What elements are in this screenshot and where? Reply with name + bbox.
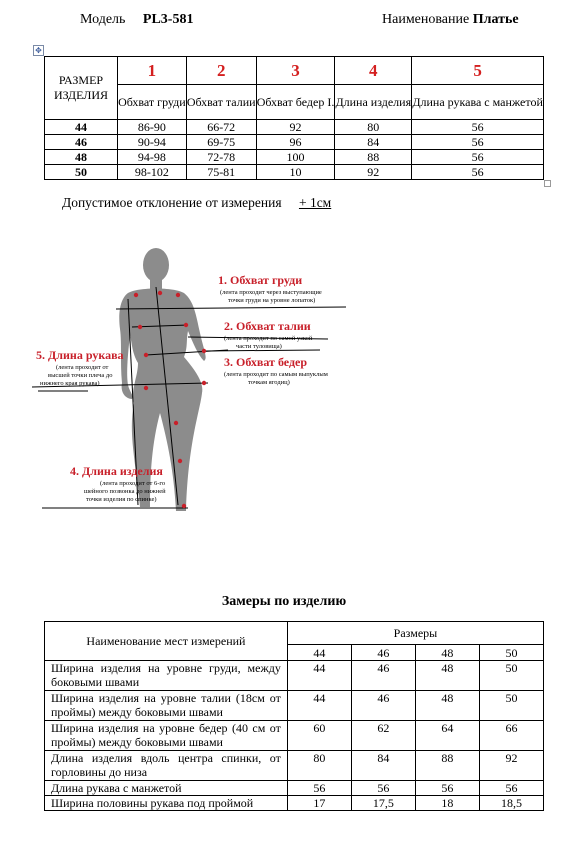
column-number: 1 [118,57,187,85]
value-cell: 84 [335,135,412,150]
callout-title: 5. Длина рукава [36,348,124,362]
callout-note: шейного позвонка до нижней [84,488,166,495]
callout-title: 1. Обхват груди [218,273,303,287]
model-value: PL3-581 [142,12,194,27]
tolerance-value: + 1см [298,195,332,210]
size-header: 46 [351,645,415,661]
value-cell: 56 [412,150,544,165]
row-name: Ширина половины рукава под проймой [45,796,288,811]
size-cell: 44 [45,120,118,135]
column-label: Обхват груди [118,85,187,120]
value-cell: 64 [415,721,479,751]
tolerance-label: Допустимое отклонение от измерения [62,195,282,210]
value-cell: 66 [479,721,543,751]
table-row [45,751,544,781]
callout-note: точки изделия по спинке) [86,496,157,503]
column-label: Длина рукава с манжетой [412,85,544,120]
table-row [45,691,544,721]
callout-title: 2. Обхват талии [224,319,311,333]
value-cell: 66-72 [186,120,256,135]
value-cell: 56 [479,781,543,796]
value-cell: 88 [415,751,479,781]
size-cell: 48 [45,150,118,165]
name-header: Наименование мест измерений [45,622,288,661]
value-cell: 18,5 [479,796,543,811]
value-cell: 17,5 [351,796,415,811]
name-header [382,12,519,28]
value-cell: 56 [412,165,544,180]
column-number: 4 [335,57,412,85]
value-cell: 84 [351,751,415,781]
callout-note: (лента проходит от 6-го [100,480,166,487]
value-cell: 56 [351,781,415,796]
value-cell: 44 [287,661,351,691]
value-cell: 50 [479,691,543,721]
value-cell: 72-78 [186,150,256,165]
value-cell: 62 [351,721,415,751]
table-move-handle-icon[interactable]: ✥ [33,45,44,56]
table-resize-handle[interactable] [544,180,551,187]
measure-table-title: Замеры по изделию [221,594,347,609]
value-cell: 98-102 [118,165,187,180]
column-number: 3 [256,57,335,85]
table-row [45,150,544,165]
callout-note: высшей точки плеча до [48,372,113,379]
value-cell: 94-98 [118,150,187,165]
row-name: Ширина изделия на уровне бедер (40 см от проймы) между боковыми швами [45,721,288,751]
size-header: 48 [415,645,479,661]
value-cell: 44 [287,691,351,721]
callout-note: точки груди на уровне лопаток) [228,297,316,304]
sizes-header: Размеры [287,622,543,645]
value-cell: 56 [415,781,479,796]
value-cell: 88 [335,150,412,165]
callout-note: (лента проходит от [56,364,109,371]
size-header: 44 [287,645,351,661]
value-cell: 100 [256,150,335,165]
row-name: Длина рукава с манжетой [45,781,288,796]
callout-title: 3. Обхват бедер [224,355,308,369]
table-row [45,721,544,751]
callout-note: (лента проходит через выступающие [220,289,322,296]
value-cell: 48 [415,661,479,691]
size-cell: 46 [45,135,118,150]
callout-note: (лента проходит по самым выпуклым [224,371,328,378]
size-table [44,56,544,180]
tolerance-line [62,195,331,211]
table-row [45,781,544,796]
value-cell: 48 [415,691,479,721]
value-cell: 92 [256,120,335,135]
table-row [45,165,544,180]
value-cell: 17 [287,796,351,811]
value-cell: 80 [287,751,351,781]
measurement-figure [28,243,368,518]
size-corner-label: РАЗМЕР ИЗДЕЛИЯ [45,57,118,120]
column-number: 2 [186,57,256,85]
table-row [45,661,544,691]
value-cell: 92 [479,751,543,781]
value-cell: 92 [335,165,412,180]
row-name: Ширина изделия на уровне талии (18см от проймы) между боковыми швами [45,691,288,721]
column-label: Длина изделия [335,85,412,120]
value-cell: 56 [412,135,544,150]
value-cell: 46 [351,691,415,721]
table-row [45,135,544,150]
value-cell: 10 [256,165,335,180]
callout-note: нижнего края рукава) [40,380,100,387]
model-header [80,12,193,28]
row-name: Ширина изделия на уровне груди, между боковыми швами [45,661,288,691]
callout-note: части туловища) [236,343,282,350]
value-cell: 56 [412,120,544,135]
value-cell: 96 [256,135,335,150]
value-cell: 69-75 [186,135,256,150]
table-row [45,120,544,135]
value-cell: 60 [287,721,351,751]
value-cell: 86-90 [118,120,187,135]
value-cell: 50 [479,661,543,691]
value-cell: 46 [351,661,415,691]
column-label: Обхват бедер I. [256,85,335,120]
value-cell: 18 [415,796,479,811]
model-label: Модель [80,12,126,27]
value-cell: 56 [287,781,351,796]
callout-note: точкам ягодиц) [248,379,290,386]
table-row [45,796,544,811]
name-label: Наименование [382,12,470,27]
value-cell: 80 [335,120,412,135]
value-cell: 75-81 [186,165,256,180]
size-cell: 50 [45,165,118,180]
value-cell: 90-94 [118,135,187,150]
column-label: Обхват талии [186,85,256,120]
column-number: 5 [412,57,544,85]
callout-note: (лента проходит по самой узкой [224,335,313,342]
size-header: 50 [479,645,543,661]
measure-table [44,621,544,811]
row-name: Длина изделия вдоль центра спинки, от горловины до низа [45,751,288,781]
callout-title: 4. Длина изделия [70,464,163,478]
name-value: Платье [472,12,519,27]
